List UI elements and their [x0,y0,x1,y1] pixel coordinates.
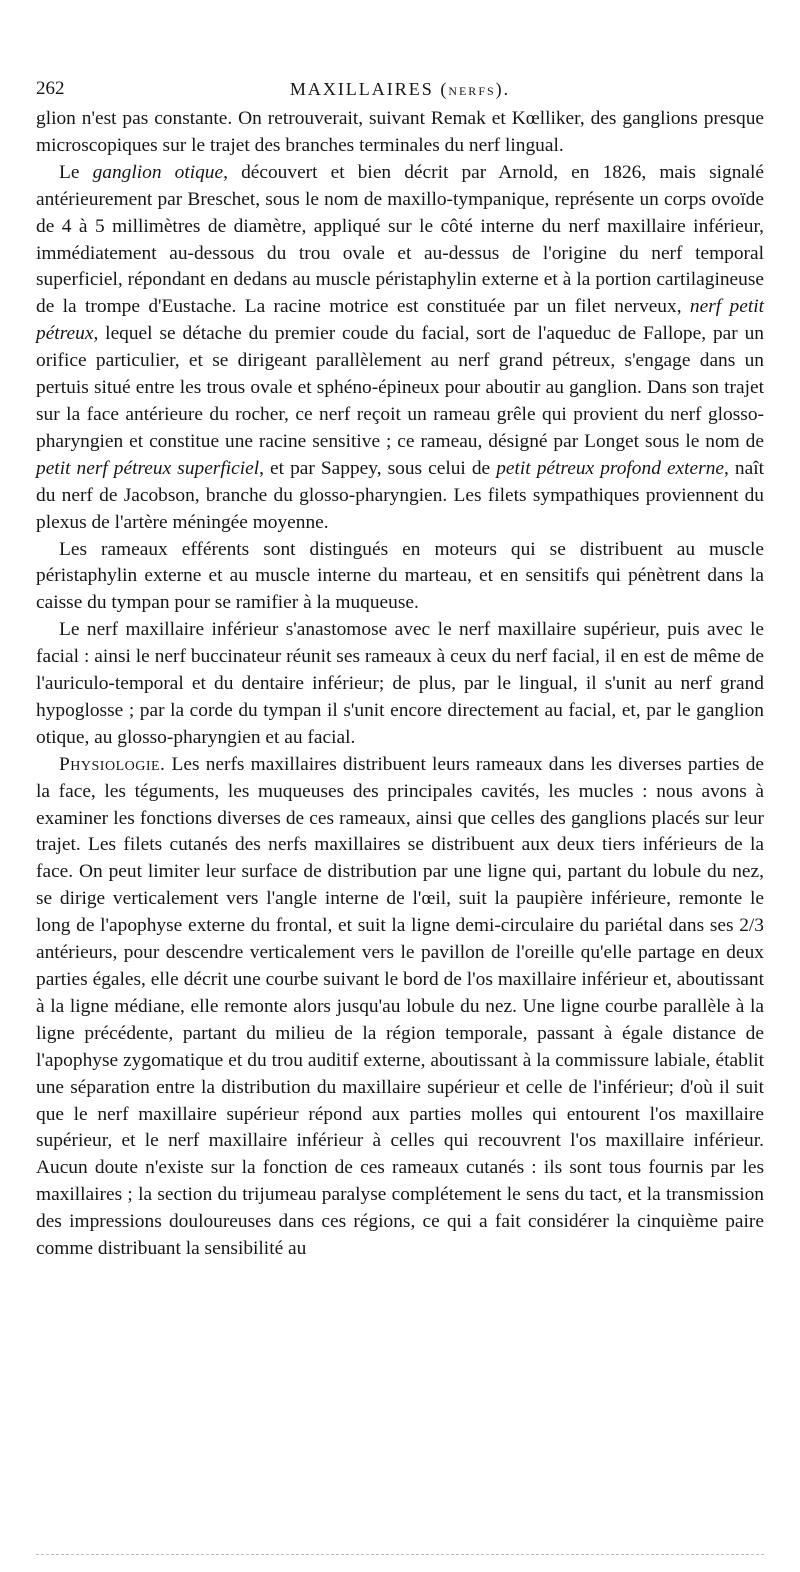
paragraph-4: Le nerf maxillaire inférieur s'anastomose avec le nerf maxillaire supérieur, puis avec le facial : ainsi le nerf buccinateur réunit ses rameaux à ceux du nerf facial, il en est de même de l'auriculo-temporal et du dentaire inférieur; de plus, par le lingual, il s'unit au nerf grand hypoglosse ; par la corde du tympan il s'unit encore directement au facial, et, par le ganglion otique, au glosso-pharyngien et au facial. [36,619,764,748]
running-title-main: MAXILLAIRES [289,79,434,99]
running-title-close: ). [495,79,511,99]
term-ganglion-otique: ganglion otique [92,161,224,183]
paragraph-5 [36,752,764,1263]
term-nerf-petit-petreux: nerf petit pétreux [36,296,764,345]
paragraph-5-text: Les nerfs maxillaires distribuent leurs rameaux dans les diverses parties de la face, les téguments, les muqueuses des principales cavités, les mucles : nous avons à examiner les fonctions diverses de ces rameaux, ainsi que celles des ganglions placés sur leur trajet. Les filets cutanés des nerfs maxillaires se distribuent aux deux tiers inférieurs de la face. On peut limiter leur surface de distribution par une ligne qui, partant du lobule du nez, se dirige verticalement vers l'angle interne de l'œil, suit la paupière inférieure, remonte le long de l'apophyse externe du frontal, et suit la ligne demi-circulaire du pariétal dans ses 2/3 antérieurs, pour descendre verticalement vers le pavillon de l'oreille qu'elle partage en deux parties égales, elle décrit une courbe suivant le bord de l'os maxillaire inférieur et, aboutissant à la ligne médiane, elle remonte alors jusqu'au lobule du nez. Une ligne courbe parallèle à la ligne précédente, partant du milieu de la région temporale, passant à égale distance de l'apophyse zygomatique et du trou auditif externe, aboutissant à la commissure labiale, établit une séparation entre la distribution du maxillaire supérieur et celle de l'inférieur; d'où il suit que le nerf maxillaire supérieur répond aux parties molles qui entourent l'os maxillaire supérieur, et le nerf maxillaire inférieur à celles qui recouvrent l'os maxillaire inférieur. Aucun doute n'existe sur la fonction de ces rameaux cutanés : ils sont tous fournis par les maxillaires ; la section du trijumeau paralyse complétement le sens du tact, et la transmission des impressions douloureuses dans ces régions, ce qui a fait considérer la cinquième paire comme distribuant la sensibilité au [36,753,764,1260]
paragraph-1: glion n'est pas constante. On retrouverait, suivant Remak et Kœlliker, des ganglions presque microscopiques sur le trajet des branches terminales du nerf lingual. [36,108,764,156]
running-head [36,72,764,106]
term-petit-petreux-profond-externe: petit pétreux profond externe [496,457,724,479]
paragraph-2 [36,160,764,537]
page-number: 262 [36,78,65,99]
bottom-rule [36,1554,764,1555]
body-text [36,106,764,1263]
paragraph-2-text-1: Le [59,161,93,183]
paragraph-2-text-2: , découvert et bien décrit par Arnold, en 1826, mais signalé antérieurement par Breschet, sous le nom de maxillo-tympanique, représente un corps ovoïde de 4 à 5 millimètres de diamètre, appliqué sur le côté interne du nerf maxillaire inférieur, immédiatement au-dessous du trou ovale et au-dessus de l'origine du nerf temporal superficiel, répondant en dedans au muscle péristaphylin externe et à la portion cartilagineuse de la trompe d'Eustache. La racine motrice est constituée par un filet nerveux, [36,161,764,318]
paragraph-2-text-5: , naît du nerf de Jacobson, branche du glosso-pharyngien. Les filets sympathiques proviennent du plexus de l'artère méningée moyenne. [36,457,764,533]
paragraph-2-text-4: , et par Sappey, sous celui de [259,457,497,479]
paragraph-2-text-3: , lequel se détache du premier coude du facial, sort de l'aqueduc de Fallope, par un orifice particulier, et se dirigeant parallèlement au nerf grand pétreux, s'engage dans un pertuis situé entre les trous ovale et sphéno-épineux pour aboutir au ganglion. Dans son trajet sur la face antérieure du rocher, ce nerf reçoit un rameau grêle qui provient du nerf glosso-pharyngien et constitue une racine sensitive ; ce rameau, désigné par Longet sous le nom de [36,323,764,452]
section-heading-physiologie: Physiologie. [59,753,166,775]
page [36,72,764,1263]
term-petit-nerf-petreux-superficiel: petit nerf pétreux superficiel [36,457,260,479]
running-title [36,72,764,108]
paragraph-3: Les rameaux efférents sont distingués en moteurs qui se distribuent au muscle péristaphylin externe et au muscle interne du marteau, et en sensitifs qui pénètrent dans la caisse du tympan pour se ramifier à la muqueuse. [36,538,764,614]
running-title-subject: NERFS [448,84,496,98]
running-title-open: ( [440,79,449,99]
